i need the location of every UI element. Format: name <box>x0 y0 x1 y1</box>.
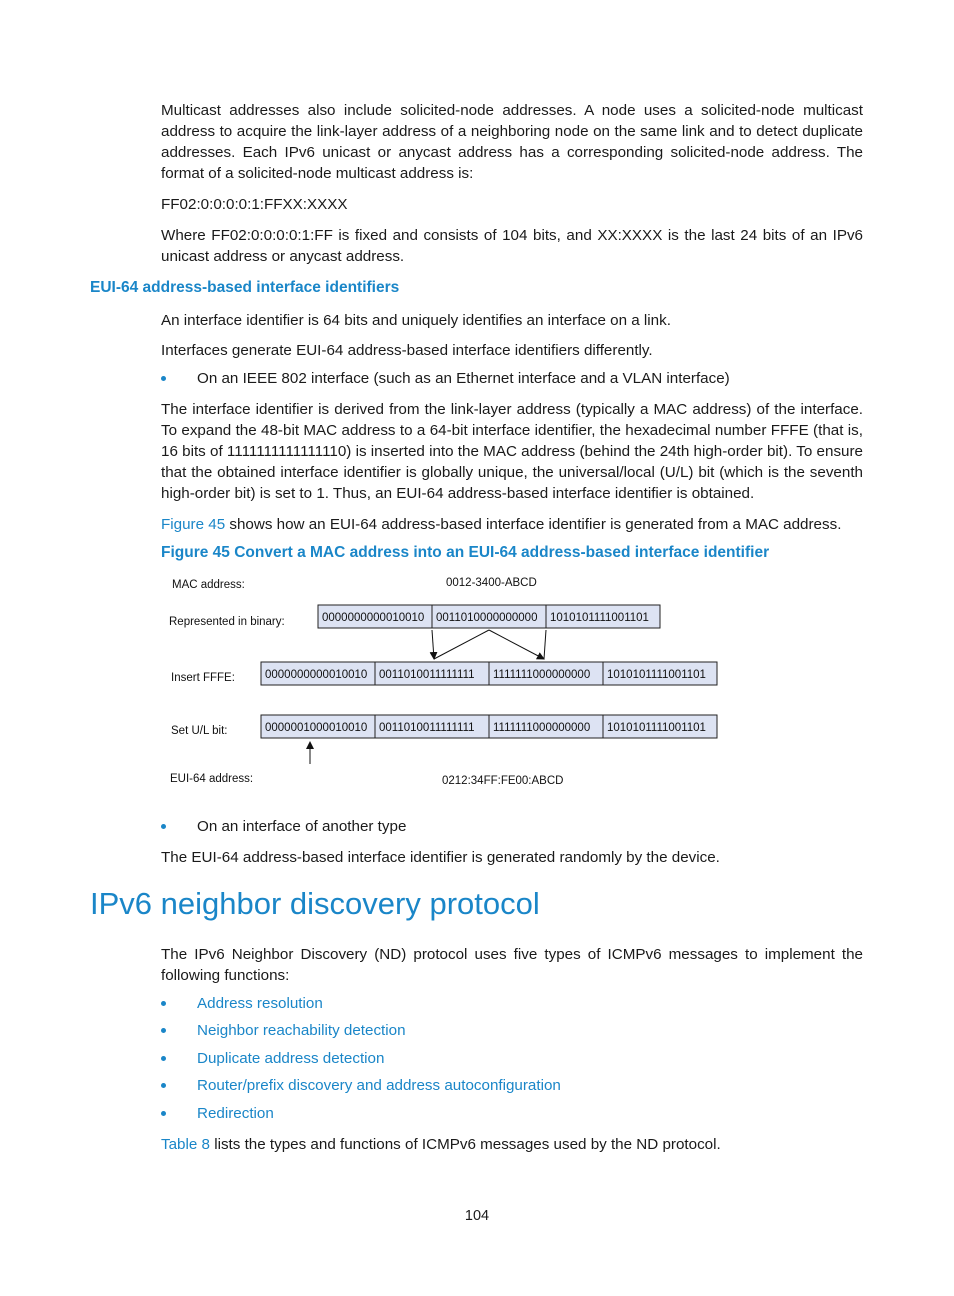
paragraph-solicited-node: Multicast addresses also include solicited-node addresses. A node uses a solicited-node multicast address to acquire the link-layer address of a neighboring node on the same link and to detect duplicate addresses. Each IPv6 unicast or anycast address has a corresponding solicited-node address. The format of a solicited-node multicast address is: <box>161 102 863 182</box>
label-mac-address: MAC address: <box>172 579 245 591</box>
label-insert-fffe: Insert FFFE: <box>171 672 235 684</box>
bullet-dot-icon <box>161 376 166 381</box>
binary-value-3: 1010101111001101 <box>550 612 649 624</box>
bullet-dot-icon <box>161 1111 166 1116</box>
paragraph-generate-differently: Interfaces generate EUI-64 address-based interface identifiers differently. <box>161 342 653 359</box>
table-8-link[interactable]: Table 8 <box>161 1136 210 1153</box>
binary-value-2: 0011010000000000 <box>436 612 538 624</box>
bullet-dot-icon <box>161 1056 166 1061</box>
link-router-prefix[interactable]: Router/prefix discovery and address autoconfiguration <box>197 1077 561 1094</box>
link-duplicate-address[interactable]: Duplicate address detection <box>197 1050 385 1067</box>
bullet-dot-icon <box>161 824 166 829</box>
link-address-resolution[interactable]: Address resolution <box>197 995 323 1012</box>
arrow-middle <box>434 630 489 659</box>
insert-value-1: 0000000000010010 <box>265 669 368 681</box>
label-set-ul-bit: Set U/L bit: <box>171 725 228 737</box>
figure-45-link[interactable]: Figure 45 <box>161 516 226 533</box>
eui64-address-value: 0212:34FF:FE00:ABCD <box>442 775 564 787</box>
paragraph-figure-reference <box>161 514 863 535</box>
arrow-right <box>489 630 544 659</box>
paragraph-format-explanation: Where FF02:0:0:0:0:1:FF is fixed and consists of 104 bits, and XX:XXXX is the last 24 bits of an IPv6 unicast address or anycast address. <box>161 227 863 265</box>
paragraph-random-generation: The EUI-64 address-based interface identifier is generated randomly by the device. <box>161 849 720 866</box>
setul-row <box>261 715 717 738</box>
table-reference-text: lists the types and functions of ICMPv6 messages used by the ND protocol. <box>209 1136 721 1153</box>
label-binary: Represented in binary: <box>169 616 285 628</box>
setul-value-3: 1111111000000000 <box>493 722 591 734</box>
insert-value-2: 0011010011111111 <box>379 669 475 681</box>
paragraph-table-reference <box>161 1134 863 1155</box>
mac-address-value: 0012-3400-ABCD <box>446 577 537 589</box>
setul-value-1: 0000001000010010 <box>265 722 368 734</box>
insert-row <box>261 662 717 685</box>
arrow-right-side <box>544 630 546 659</box>
binary-row <box>318 605 660 628</box>
figure-caption: Figure 45 Convert a MAC address into an EUI-64 address-based interface identifier <box>161 544 770 561</box>
bullet-dot-icon <box>161 1083 166 1088</box>
section-heading-eui64: EUI-64 address-based interface identifiers <box>90 279 400 296</box>
insert-value-4: 1010101111001101 <box>607 669 706 681</box>
paragraph-nd-intro: The IPv6 Neighbor Discovery (ND) protocol uses five types of ICMPv6 messages to implement the following functions: <box>161 946 863 984</box>
setul-value-2: 0011010011111111 <box>379 722 475 734</box>
paragraph-derivation: The interface identifier is derived from the link-layer address (typically a MAC address) of the interface. To expand the 48-bit MAC address to a 64-bit interface identifier, the hexadecimal number FFFE (that is, 16 bits of 1111111111111110) is inserted into the MAC address (behind the 24th high-order bit). To ensure that the obtained interface identifier is globally unique, the universal/local (U/L) bit (which is the seventh high-order bit) is set to 1. Thus, an EUI-64 address-based interface identifier is obtained. <box>161 401 863 502</box>
page-number: 104 <box>464 1208 490 1224</box>
paragraph-interface-identifier: An interface identifier is 64 bits and uniquely identifies an interface on a link. <box>161 312 671 329</box>
setul-value-4: 1010101111001101 <box>607 722 706 734</box>
arrow-left <box>432 630 434 659</box>
link-neighbor-reachability[interactable]: Neighbor reachability detection <box>197 1022 406 1039</box>
bullet-dot-icon <box>161 1028 166 1033</box>
bullet-text: On an interface of another type <box>197 818 407 835</box>
binary-value-1: 0000000000010010 <box>322 612 425 624</box>
bullet-text: On an IEEE 802 interface (such as an Ethernet interface and a VLAN interface) <box>197 370 730 387</box>
solicited-node-format: FF02:0:0:0:0:1:FFXX:XXXX <box>161 196 348 213</box>
link-redirection[interactable]: Redirection <box>197 1105 274 1122</box>
eui64-conversion-figure <box>160 570 740 795</box>
label-eui64-address: EUI-64 address: <box>170 773 254 785</box>
bullet-dot-icon <box>161 1001 166 1006</box>
figure-reference-text: shows how an EUI-64 address-based interface identifier is generated from a MAC address. <box>225 516 842 533</box>
insert-value-3: 1111111000000000 <box>493 669 591 681</box>
section-heading-nd: IPv6 neighbor discovery protocol <box>90 886 540 921</box>
